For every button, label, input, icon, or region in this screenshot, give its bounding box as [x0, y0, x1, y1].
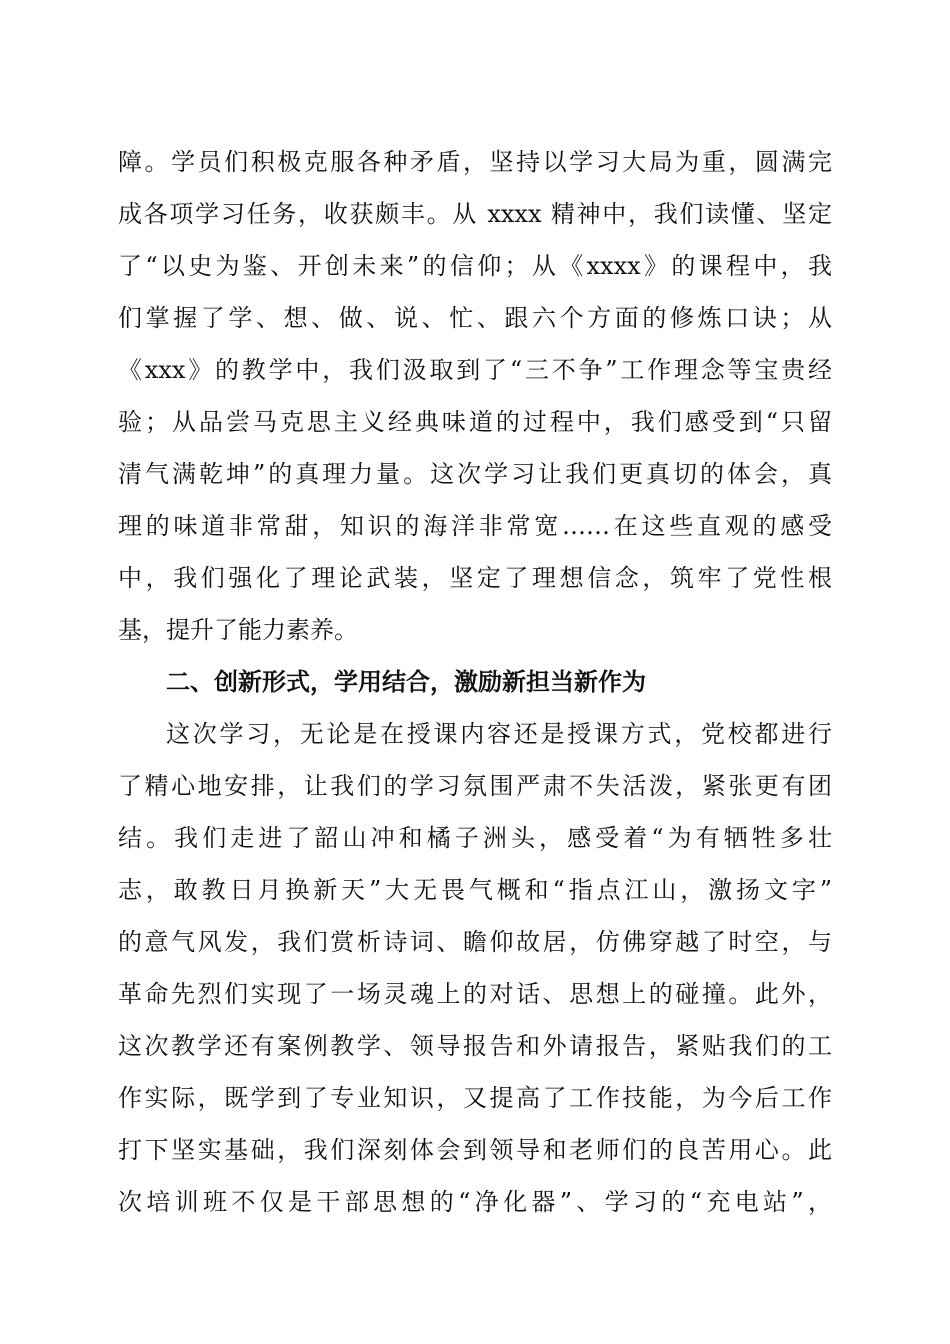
section-heading: 二、创新形式，学用结合，激励新担当新作为 [166, 668, 646, 696]
paragraph-1-line-3: 了“以史为鉴、开创未来”的信仰；从《xxxx》的课程中，我 [118, 252, 832, 280]
paragraph-2-line-7: 这次教学还有案例教学、领导报告和外请报告，紧贴我们的工 [118, 1032, 832, 1060]
paragraph-1-line-1: 障。学员们积极克服各种矛盾，坚持以学习大局为重，圆满完 [118, 148, 832, 176]
paragraph-1-line-6: 验；从品尝马克思主义经典味道的过程中，我们感受到“只留 [118, 408, 832, 436]
paragraph-2-line-3: 结。我们走进了韶山冲和橘子洲头，感受着“为有牺牲多壮 [118, 824, 832, 852]
paragraph-1-line-4: 们掌握了学、想、做、说、忙、跟六个方面的修炼口诀；从 [118, 304, 832, 332]
paragraph-2-line-5: 的意气风发，我们赏析诗词、瞻仰故居，仿佛穿越了时空，与 [118, 928, 832, 956]
paragraph-2-line-8: 作实际，既学到了专业知识，又提高了工作技能，为今后工作 [118, 1084, 832, 1112]
paragraph-2-line-6: 革命先烈们实现了一场灵魂上的对话、思想上的碰撞。此外， [118, 980, 832, 1008]
paragraph-2-line-2: 了精心地安排，让我们的学习氛围严肃不失活泼，紧张更有团 [118, 772, 832, 800]
paragraph-2-line-10: 次培训班不仅是干部思想的“净化器”、学习的“充电站”， [118, 1188, 832, 1216]
paragraph-1-line-2: 成各项学习任务，收获颇丰。从 xxxx 精神中，我们读懂、坚定 [118, 200, 832, 228]
paragraph-1-line-10: 基，提升了能力素养。 [118, 616, 358, 644]
paragraph-1-line-8: 理的味道非常甜，知识的海洋非常宽……在这些直观的感受 [118, 512, 832, 540]
paragraph-1-line-7: 清气满乾坤”的真理力量。这次学习让我们更真切的体会，真 [118, 460, 832, 488]
paragraph-1-line-9: 中，我们强化了理论武装，坚定了理想信念，筑牢了党性根 [118, 564, 832, 592]
paragraph-1-line-5: 《xxx》的教学中，我们汲取到了“三不争”工作理念等宝贵经 [118, 356, 832, 384]
paragraph-2-line-1: 这次学习，无论是在授课内容还是授课方式，党校都进行 [166, 720, 832, 748]
paragraph-2-line-4: 志，敢教日月换新天”大无畏气概和“指点江山，激扬文字” [118, 876, 832, 904]
paragraph-2-line-9: 打下坚实基础，我们深刻体会到领导和老师们的良苦用心。此 [118, 1136, 832, 1164]
